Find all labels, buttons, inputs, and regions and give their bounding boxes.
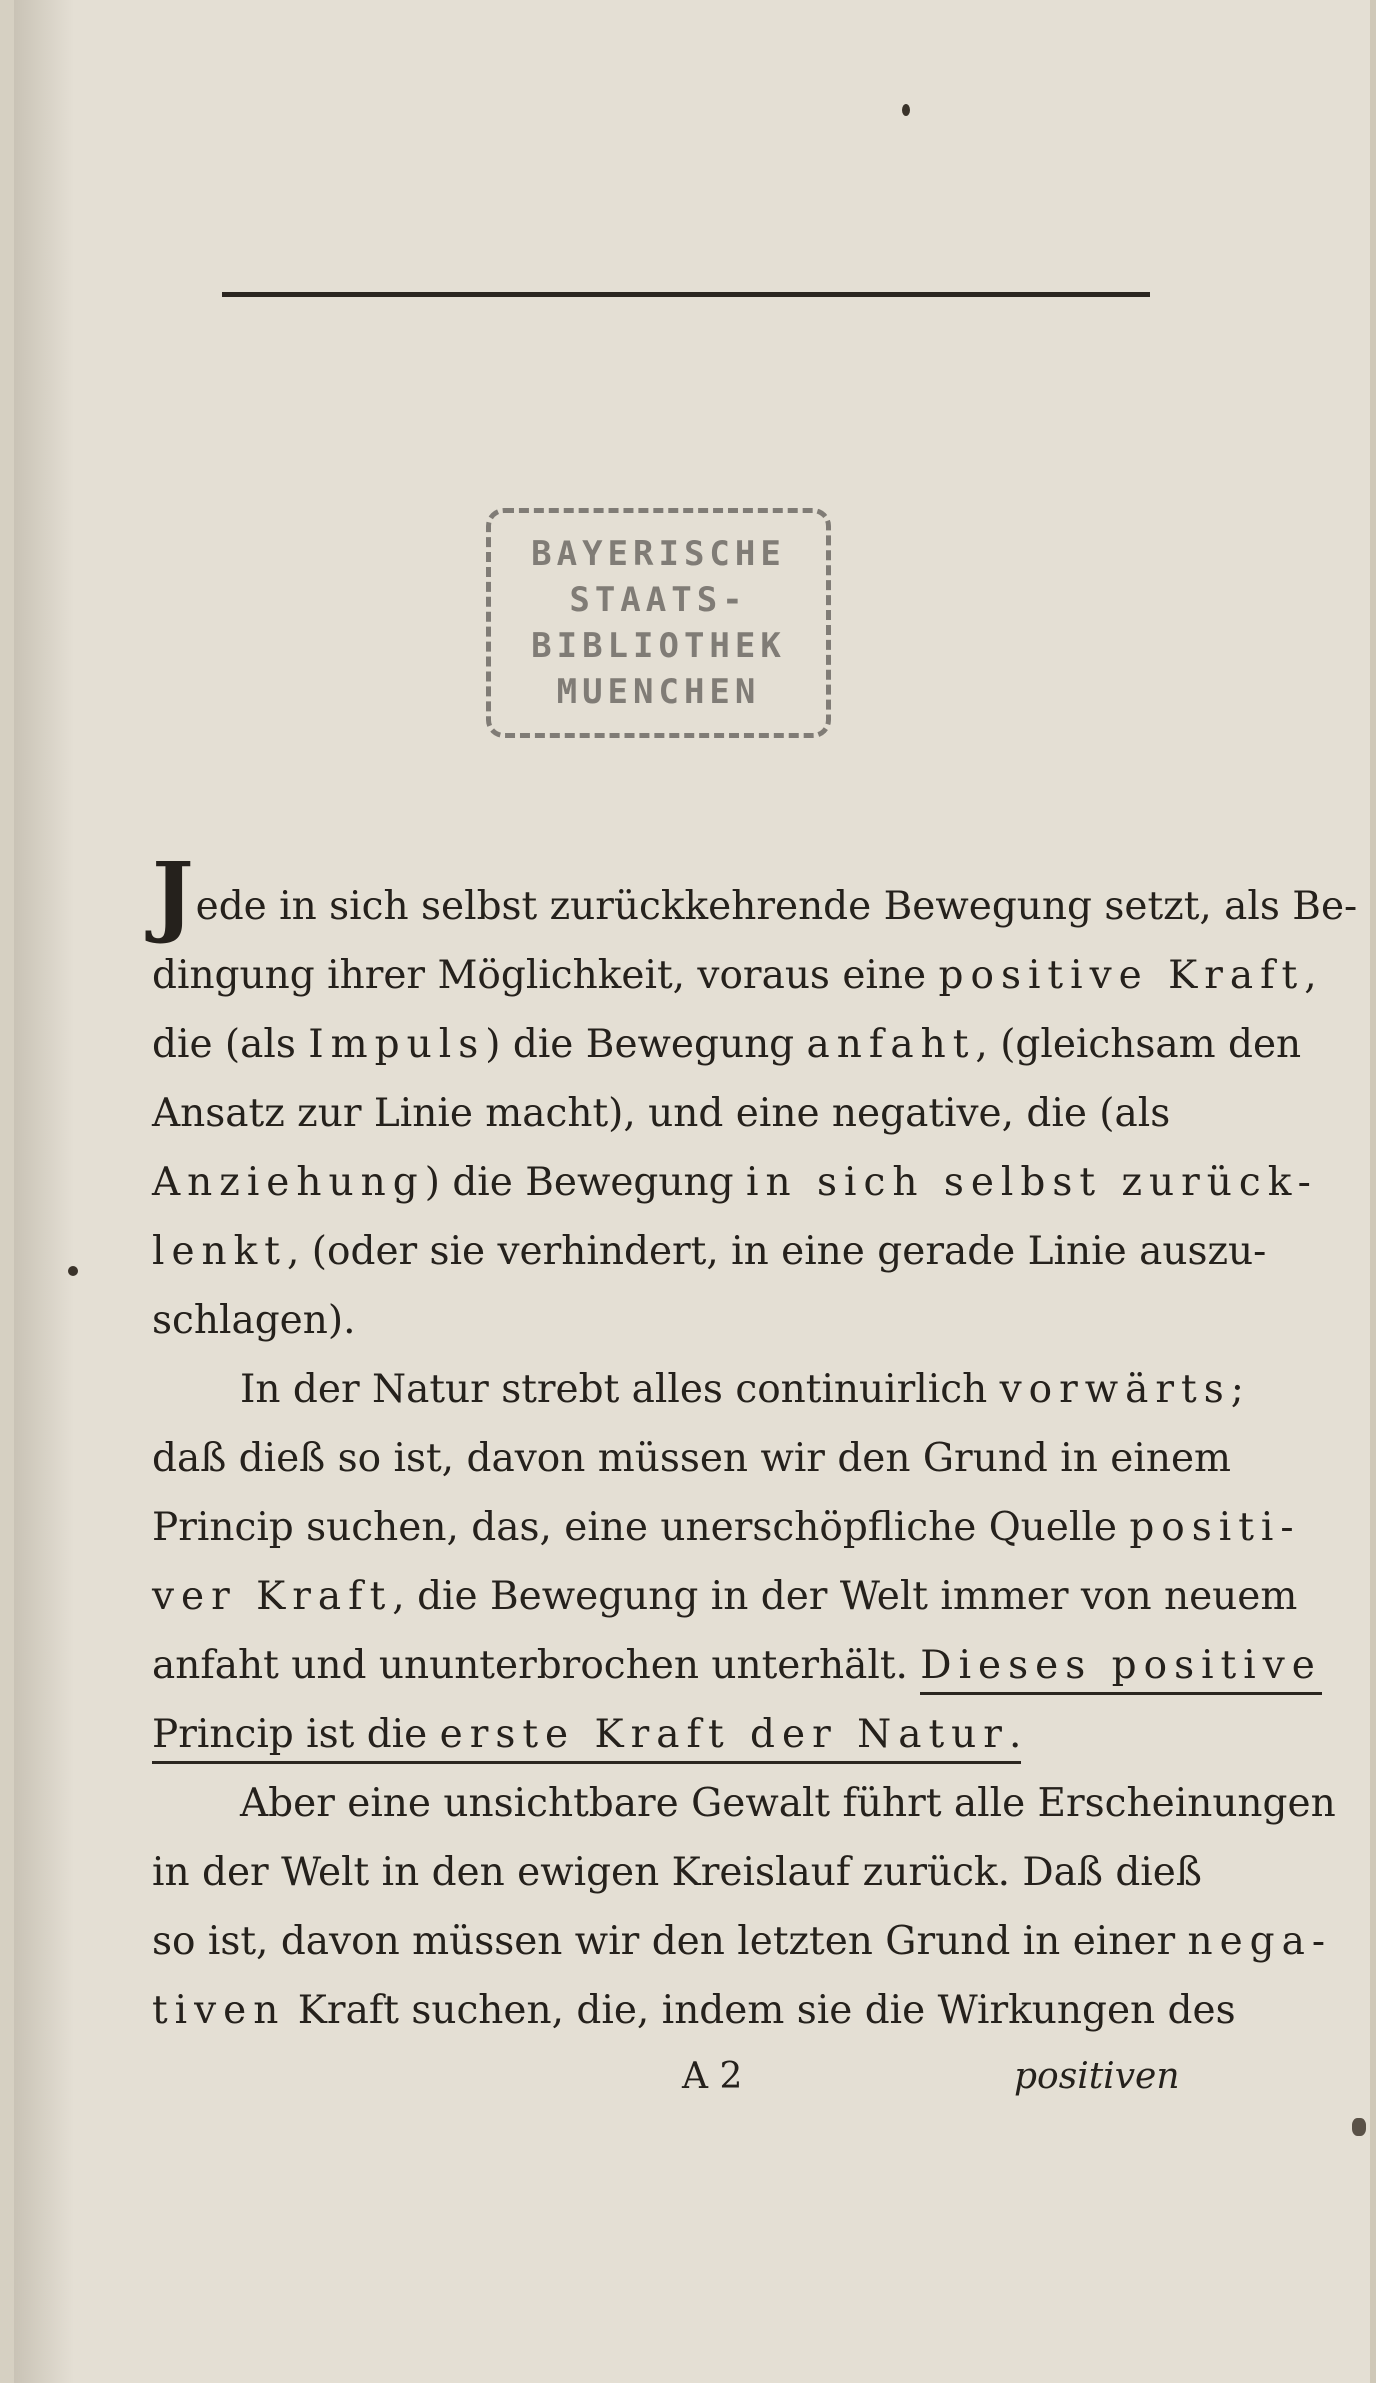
- text-run: die (als: [152, 1022, 309, 1067]
- paragraph-2-line-6: [152, 1700, 1160, 1769]
- paragraph-1-line-5: [152, 1148, 1318, 1217]
- spaced-term: in sich selbst zurück-: [746, 1160, 1318, 1205]
- paragraph-2-line-2: [152, 1424, 1232, 1493]
- stamp-line-1: BAYERISCHE: [531, 534, 786, 574]
- stamp-line-2: STAATS-: [569, 580, 748, 620]
- underlined-term: Dieses positive: [920, 1643, 1322, 1695]
- text-run: ) die Bewegung: [485, 1022, 807, 1067]
- text-run: Princip ist die: [152, 1712, 440, 1757]
- drop-cap: J: [152, 842, 194, 946]
- library-stamp: [486, 508, 831, 738]
- paragraph-1-line-4: [152, 1079, 1171, 1148]
- paragraph-2-line-3: [152, 1493, 1301, 1562]
- text-run: Princip suchen, das, eine unerschöpfliche Quelle: [152, 1505, 1130, 1550]
- body-text: [152, 842, 1358, 2045]
- header-rule: [222, 292, 1150, 297]
- spaced-term: Impuls: [308, 1022, 486, 1067]
- signature-mark: A 2: [682, 2056, 743, 2097]
- paragraph-3-line-2: [152, 1838, 1202, 1907]
- text-run: Ansatz zur Linie macht), und eine negative, die (als: [152, 1091, 1171, 1136]
- text-run: .: [1008, 1712, 1022, 1757]
- text-run: ede in sich selbst zurückkehrende Bewegung setzt, als Be-: [195, 884, 1358, 929]
- text-run: Kraft suchen, die, indem sie die Wirkungen des: [285, 1988, 1236, 2033]
- paragraph-3-line-3: [152, 1907, 1333, 1976]
- paragraph-3-line-4: [152, 1976, 1236, 2045]
- paragraph-2-line-4: [152, 1562, 1298, 1631]
- spaced-term: Anziehung: [152, 1160, 425, 1205]
- text-run: anfaht und ununterbrochen unterhält.: [152, 1643, 921, 1688]
- text-run: dingung ihrer Möglichkeit, voraus eine: [152, 953, 939, 998]
- text-run: , (gleichsam den: [975, 1022, 1302, 1067]
- stamp-line-3: BIBLIOTHEK: [531, 626, 786, 666]
- stamp-line-4: MUENCHEN: [556, 672, 761, 712]
- text-run: daß dieß so ist, davon müssen wir den Grund in einem: [152, 1436, 1232, 1481]
- paragraph-1-line-1: [152, 842, 1358, 946]
- paragraph-1-line-2: [152, 941, 1317, 1010]
- underlined-phrase: [152, 1712, 1021, 1764]
- text-run: Aber eine unsichtbare Gewalt führt alle Erscheinungen: [240, 1781, 1336, 1826]
- paragraph-3-line-1: [152, 1769, 1336, 1838]
- spaced-term: positive Kraft: [938, 953, 1305, 998]
- text-run: in der Welt in den ewigen Kreislauf zurück. Daß dieß: [152, 1850, 1202, 1895]
- text-run: ;: [1230, 1367, 1244, 1412]
- text-run: ,: [1304, 953, 1317, 998]
- spaced-term: anfaht: [806, 1022, 976, 1067]
- paragraph-1-line-6: [152, 1217, 1267, 1286]
- spaced-term: lenkt: [152, 1229, 287, 1274]
- paragraph-2-line-5: [152, 1631, 1322, 1700]
- ink-speck: [902, 104, 910, 116]
- text-run: schlagen).: [152, 1298, 356, 1343]
- spaced-term: nega-: [1187, 1919, 1333, 1964]
- paragraph-2-line-1: [152, 1355, 1244, 1424]
- spaced-term: ver Kraft: [152, 1574, 393, 1619]
- spaced-term: positi-: [1129, 1505, 1301, 1550]
- paragraph-1-line-3: [152, 1010, 1302, 1079]
- paragraph-1-line-7: [152, 1286, 1160, 1355]
- text-run: , die Bewegung in der Welt immer von neuem: [392, 1574, 1298, 1619]
- text-run: , (oder sie verhindert, in eine gerade Linie auszu-: [286, 1229, 1267, 1274]
- spaced-term: tiven: [152, 1988, 286, 2033]
- text-run: ) die Bewegung: [424, 1160, 746, 1205]
- spaced-term: erste Kraft der Natur: [439, 1712, 1009, 1757]
- catchword: positiven: [1014, 2056, 1180, 2097]
- edge-ink-mark: [1352, 2118, 1366, 2136]
- text-run: so ist, davon müssen wir den letzten Grund in einer: [152, 1919, 1188, 1964]
- spaced-term: vorwärts: [999, 1367, 1231, 1412]
- text-run: In der Natur strebt alles continuirlich: [240, 1367, 1000, 1412]
- margin-ink-mark: [68, 1266, 78, 1276]
